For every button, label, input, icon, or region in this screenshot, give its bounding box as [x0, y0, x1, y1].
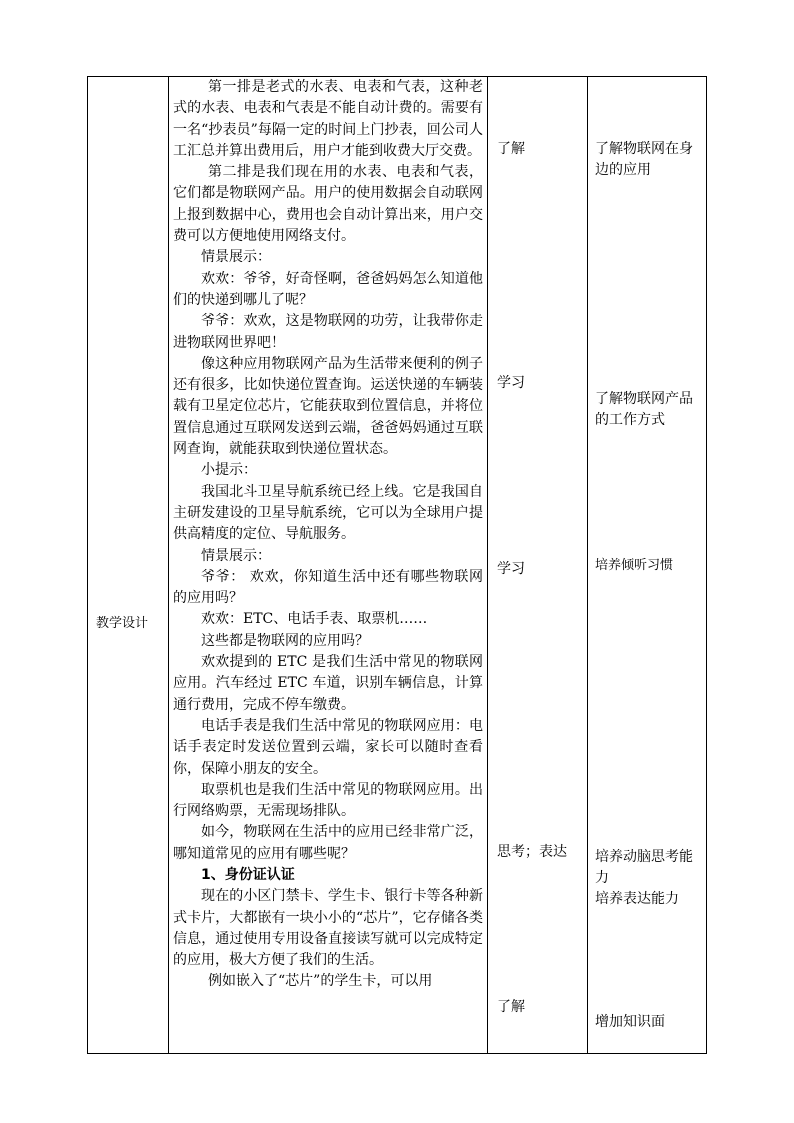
content-paragraph: 第一排是老式的水表、电表和气表，这种老式的水表、电表和气表是不能自动计费的。需要有一名“抄表员”每隔一定的时间上门抄表，回公司人工汇总并算出费用后，用户才能到收费大厅交费。 [173, 79, 483, 159]
content-paragraph: 取票机也是我们生活中常见的物联网应用。出行网络购票，无需现场排队。 [173, 781, 483, 820]
content-paragraph: 现在的小区门禁卡、学生卡、银行卡等各种新式卡片，大都嵌有一块小小的“芯片”，它存储各类信息，通过使用专用设备直接读写就可以完成特定的应用，极大方便了我们的生活。 [173, 888, 483, 969]
activity-cell: 了解 [497, 999, 525, 1015]
content-paragraph: 如今，物联网在生活中的应用已经非常广泛，哪知道常见的应用有哪些呢？ [173, 824, 483, 862]
content-paragraph: 我国北斗卫星导航系统已经上线。它是我国自主研发建设的卫星导航系统，它可以为全球用户提供高精度的定位、导航服务。 [173, 483, 483, 543]
goal-cell: 增加知识面 [595, 1014, 665, 1030]
column-divider [587, 77, 588, 1053]
activity-cell: 学习 [497, 375, 525, 391]
content-paragraph: 例如嵌入了“芯片”的学生卡，可以用 [208, 973, 433, 990]
activity-cell: 学习 [497, 561, 525, 577]
content-paragraph: 情景展示： [201, 249, 271, 266]
content-paragraph: 这些都是物联网的应用吗？ [201, 632, 369, 649]
column-divider [168, 77, 169, 1053]
goal-cell: 培养倾听习惯 [595, 558, 674, 573]
content-paragraph: 小提示： [201, 462, 257, 479]
content-paragraph: 情景展示： [201, 547, 271, 564]
content-paragraph: 爷爷：欢欢，这是物联网的功劳，让我带你走进物联网世界吧！ [173, 313, 483, 351]
content-paragraph: 欢欢：ETC、电话手表、取票机…… [201, 611, 428, 628]
content-paragraph: 欢欢提到的 ETC 是我们生活中常见的物联网应用。汽车经过 ETC 车道，识别车辆信息，计算通行费用，完成不停车缴费。 [173, 654, 483, 713]
column-divider [487, 77, 488, 1053]
content-paragraph: 1、身份证认证 [201, 866, 295, 883]
goal-cell: 培养动脑思考能力 培养表达能力 [595, 849, 693, 907]
content-paragraph: 电话手表是我们生活中常见的物联网应用：电话手表定时发送位置到云端，家长可以随时查看你，保障小朋友的安全。 [173, 717, 483, 777]
goal-cell: 了解物联网在身边的应用 [595, 141, 693, 178]
goal-cell: 了解物联网产品的工作方式 [595, 391, 693, 428]
activity-cell: 思考；表达 [497, 844, 567, 860]
content-paragraph: 爷爷： 欢欢，你知道生活中还有哪些物联网的应用吗？ [173, 568, 483, 607]
activity-cell: 了解 [497, 141, 525, 157]
row-label: 教学设计 [96, 616, 149, 631]
content-paragraph: 像这种应用物联网产品为生活带来便利的例子还有很多，比如快递位置查询。运送快递的车辆装载有卫星定位芯片，它能获取到位置信息，并将位置信息通过互联网发送到云端，爸爸妈妈通过互联网查询，就能获取到快递位置状态。 [173, 355, 483, 458]
teaching-content [173, 77, 483, 993]
content-paragraph: 欢欢：爷爷，好奇怪啊，爸爸妈妈怎么知道他们的快递到哪儿了呢？ [173, 270, 483, 308]
content-paragraph: 第二排是我们现在用的水表、电表和气表，它们都是物联网产品。用户的使用数据会自动联网上报到数据中心，费用也会自动计算出来，用户交费可以方便地使用网络支付。 [173, 164, 483, 245]
